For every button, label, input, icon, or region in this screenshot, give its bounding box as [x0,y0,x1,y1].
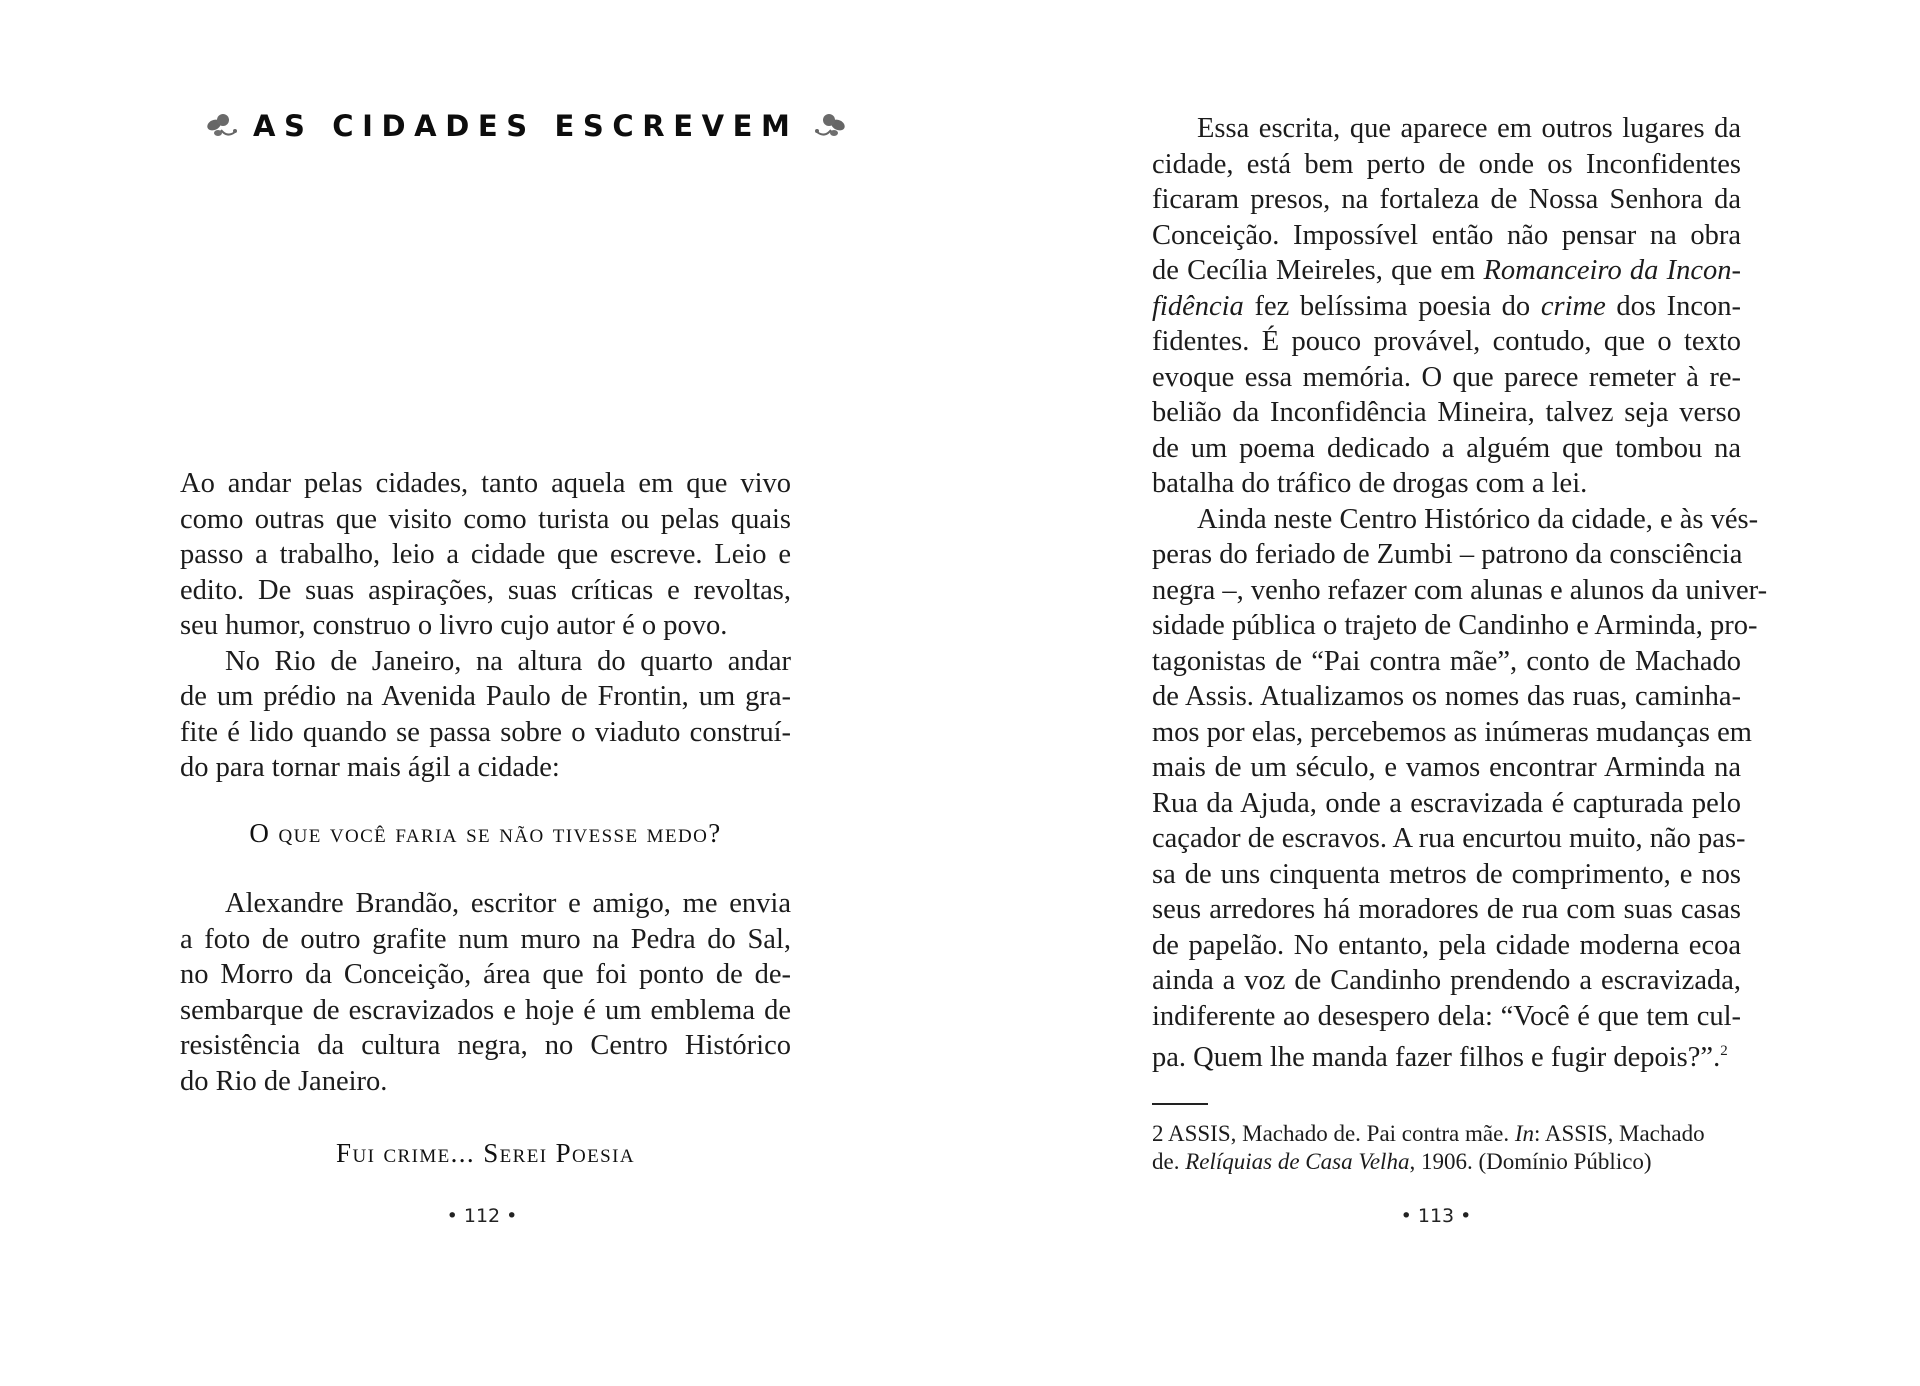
text-line: fidentes. É pouco provável, contudo, que o texto [1152,326,1741,357]
text-line [1152,289,1741,325]
text-line: Essa escrita, que aparece em outros lugares da [1197,113,1741,144]
text-line: Alexandre Brandão, escritor e amigo, me envia [225,888,791,919]
text-line: sembarque de escravizados e hoje é um emblema de [180,994,791,1026]
text-line: seus arredores há moradores de rua com suas casas [1152,894,1741,925]
footnote [1152,1120,1752,1176]
running-head [205,106,847,146]
text-run: de. [1152,1149,1186,1174]
text-line: de Assis. Atualizamos os nomes das ruas, caminha- [1152,681,1741,712]
paragraph [180,886,791,1099]
text-line: do Rio de Janeiro. [180,1065,388,1097]
text-line: fite é lido quando se passa sobre o viaduto construí- [180,716,791,748]
text-line: passo a trabalho, leio a cidade que escreve. Leio e [180,539,791,570]
text-line: Ainda neste Centro Histórico da cidade, e às vés- [1197,503,1759,535]
footnote-line [1152,1148,1752,1176]
footnote-divider [1152,1103,1208,1105]
text-line: Conceição. Impossível então não pensar na obra [1152,219,1741,251]
paragraph [180,644,791,786]
text-line: No Rio de Janeiro, na altura do quarto andar [225,645,791,677]
text-line: ficaram presos, na fortaleza de Nossa Senhora da [1152,184,1741,215]
text-line: peras do feriado de Zumbi – patrono da consciência [1152,539,1743,570]
text-run: pa. Quem lhe manda fazer filhos e fugir depois?”. [1152,1042,1721,1073]
text-line: batalha do tráfico de drogas com a lei. [1152,468,1588,499]
text-line: mos por elas, percebemos as inúmeras mudanças em [1152,716,1752,748]
page-number: • 112 • [446,1205,518,1227]
text-line: mais de um século, e vamos encontrar Arminda na [1152,752,1741,783]
text-line: indiferente ao desespero dela: “Você é que tem cul- [1152,1000,1741,1032]
text-run: de Cecília Meireles, que em [1152,255,1484,286]
body-text-top [180,466,791,786]
book-title-italic: Relíquias de Casa Velha [1185,1149,1410,1174]
right-page [960,0,1920,1386]
running-head-title: AS CIDADES ESCREVEM [253,109,799,143]
footnote-marker[interactable]: 2 [1720,1043,1728,1059]
text-line [1152,1034,1741,1076]
graffiti-quote: O que você faria se não tivesse medo? [249,818,722,848]
emphasis-italic: In [1514,1121,1534,1146]
text-line: evoque essa memória. O que parece remeter à re- [1152,361,1741,393]
emphasis-italic: crime [1540,290,1606,322]
text-line: ainda a voz de Candinho prendendo a escravizada, [1152,965,1741,996]
text-line: de um prédio na Avenida Paulo de Frontin, um gra- [180,681,791,712]
flower-ornament-icon [813,112,847,140]
flower-ornament-icon [205,112,239,140]
text-line: Rua da Ajuda, onde a escravizada é capturada pelo [1152,787,1741,819]
text-line: sa de uns cinquenta metros de comprimento, e nos [1152,858,1741,890]
text-line: resistência da cultura negra, no Centro Histórico [180,1030,791,1061]
text-run: 2 ASSIS, Machado de. Pai contra mãe. [1152,1121,1515,1146]
text-line: como outras que visito como turista ou pelas quais [180,503,791,535]
text-line: caçador de escravos. A rua encurtou muito, não pas- [1152,823,1746,854]
paragraph [1152,111,1741,502]
text-line: tagonistas de “Pai contra mãe”, conto de Machado [1152,645,1741,677]
text-line: a foto de outro grafite num muro na Pedra do Sal, [180,923,791,955]
text-line: belião da Inconfidência Mineira, talvez seja verso [1152,397,1741,428]
paragraph [1152,502,1768,1076]
text-run: fez belíssima poesia do [1243,290,1541,322]
text-line: negra –, venho refazer com alunas e alunos da univer- [1152,574,1768,606]
text-line: do para tornar mais ágil a cidade: [180,752,560,783]
page-number: • 113 • [1400,1205,1472,1227]
text-line: de papelão. No entanto, pela cidade moderna ecoa [1152,929,1741,961]
book-title-italic: fidência [1152,290,1244,322]
text-run: , 1906. (Domínio Público) [1409,1149,1652,1174]
text-line: sidade pública o trajeto de Candinho e Arminda, pro- [1152,610,1758,641]
text-line [1152,253,1741,289]
text-line: de um poema dedicado a alguém que tombou na [1152,432,1741,464]
paragraph [180,466,791,644]
text-line: cidade, está bem perto de onde os Inconfidentes [1152,148,1741,180]
text-line: edito. De suas aspirações, suas críticas e revoltas, [180,574,791,606]
text-run: : ASSIS, Machado [1534,1121,1705,1146]
text-run: dos Incon- [1605,290,1741,322]
body-text-bottom [180,886,791,1099]
book-title-italic: Romanceiro da Incon- [1483,255,1741,286]
text-line: no Morro da Conceição, área que foi ponto de de- [180,959,791,990]
footnote-line [1152,1120,1752,1148]
text-line: Ao andar pelas cidades, tanto aquela em que vivo [180,468,791,499]
body-text [1152,111,1768,1076]
text-line: seu humor, construo o livro cujo autor é o povo. [180,610,728,641]
graffiti-quote: Fui crime... Serei Poesia [336,1138,635,1168]
